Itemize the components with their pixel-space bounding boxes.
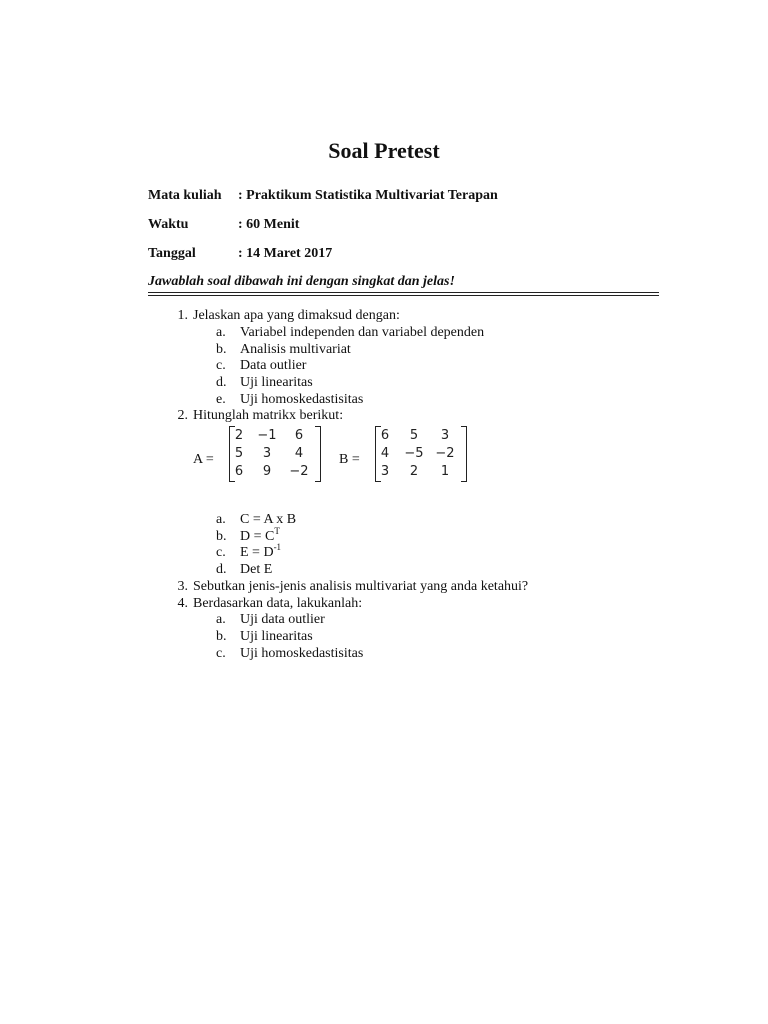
item-letter: a. [216, 612, 226, 627]
question-number: 1. [177, 308, 188, 323]
matrix-a [229, 426, 321, 482]
question-number: 4. [177, 596, 188, 611]
item-letter: c. [216, 545, 226, 560]
item-text: Uji data outlier [240, 612, 325, 627]
matrix-b-label: B = [339, 452, 360, 467]
item-text: Uji homoskedastisitas [240, 392, 364, 407]
matrix-cell: 3 [440, 428, 450, 443]
item-text: Det E [240, 562, 273, 577]
matrix-cell: 6 [380, 428, 390, 443]
question-text: Sebutkan jenis-jenis analisis multivariat yang anda ketahui? [193, 579, 529, 594]
matrix-b [375, 426, 467, 482]
matrix-cell: −2 [435, 446, 455, 461]
item-text: Variabel independen dan variabel dependen [240, 325, 485, 340]
matrix-cell: 1 [440, 464, 450, 479]
item-text-main: E = D [240, 545, 274, 560]
question-text: Hitunglah matrikx berikut: [193, 408, 344, 423]
meta-date-label: Tanggal [148, 246, 196, 261]
item-text: Uji linearitas [240, 629, 313, 644]
question-text: Berdasarkan data, lakukanlah: [193, 596, 363, 611]
matrix-cell: −5 [404, 446, 424, 461]
divider-top [148, 292, 659, 293]
item-letter: b. [216, 629, 227, 644]
bracket-right [315, 426, 321, 482]
item-text: Analisis multivariat [240, 342, 351, 357]
item-text: Data outlier [240, 358, 307, 373]
meta-time-label: Waktu [148, 217, 189, 232]
divider-bottom [148, 295, 659, 296]
superscript: T [274, 526, 280, 536]
meta-date-value: : 14 Maret 2017 [238, 246, 333, 261]
item-text [240, 542, 282, 562]
question-number: 3. [177, 579, 188, 594]
matrix-cell: 3 [380, 464, 390, 479]
item-letter: b. [216, 342, 227, 357]
meta-course-value: : Praktikum Statistika Multivariat Terapan [238, 188, 498, 203]
item-text: C = A x B [240, 512, 297, 527]
matrix-cell: 4 [294, 446, 304, 461]
item-letter: c. [216, 358, 226, 373]
matrix-cell: 6 [234, 464, 244, 479]
matrix-cell: 2 [409, 464, 419, 479]
page-title: Soal Pretest [328, 138, 440, 163]
meta-course-label: Mata kuliah [148, 188, 222, 203]
bracket-right [461, 426, 467, 482]
item-letter: a. [216, 325, 226, 340]
matrix-cell: 4 [380, 446, 390, 461]
item-letter: e. [216, 392, 226, 407]
instruction-text: Jawablah soal dibawah ini dengan singkat dan jelas! [148, 274, 455, 289]
item-letter: b. [216, 529, 227, 544]
question-number: 2. [177, 408, 188, 423]
item-letter: a. [216, 512, 226, 527]
matrix-cell: −2 [289, 464, 309, 479]
matrix-cell: 9 [262, 464, 272, 479]
matrix-cell: −1 [257, 428, 277, 443]
matrix-cell: 6 [294, 428, 304, 443]
item-text: Uji linearitas [240, 375, 313, 390]
item-letter: d. [216, 562, 227, 577]
item-letter: d. [216, 375, 227, 390]
item-letter: c. [216, 646, 226, 661]
item-text: Uji homoskedastisitas [240, 646, 364, 661]
superscript: -1 [273, 542, 282, 552]
item-text-main: D = C [240, 529, 275, 544]
matrix-a-label: A = [193, 452, 214, 467]
matrix-cell: 3 [262, 446, 272, 461]
matrix-cell: 2 [234, 428, 244, 443]
question-text: Jelaskan apa yang dimaksud dengan: [193, 308, 400, 323]
matrix-cell: 5 [409, 428, 419, 443]
meta-time-value: : 60 Menit [238, 217, 300, 232]
matrix-cell: 5 [234, 446, 244, 461]
